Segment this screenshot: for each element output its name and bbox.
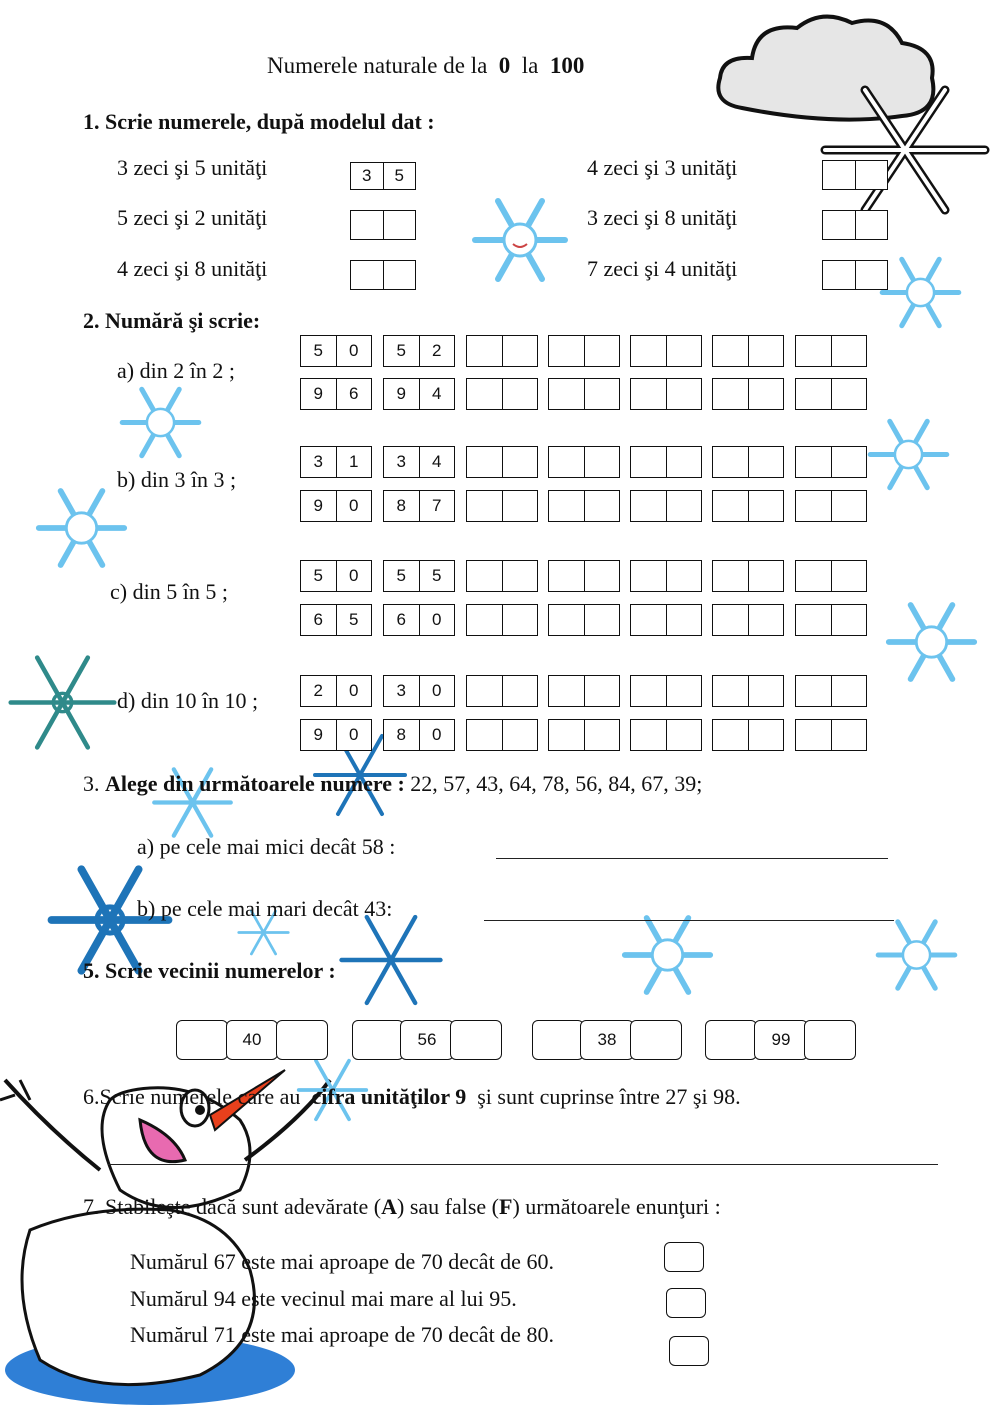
ex6-answer-line[interactable] bbox=[108, 1164, 938, 1165]
sequence-digit bbox=[831, 336, 867, 366]
sequence-digit bbox=[584, 491, 620, 521]
sequence-digit bbox=[831, 561, 867, 591]
sequence-digit bbox=[831, 491, 867, 521]
sequence-digit bbox=[631, 605, 666, 635]
sequence-answer-cell[interactable] bbox=[466, 560, 538, 592]
sequence-answer-cell[interactable] bbox=[548, 560, 620, 592]
sequence-digit: 9 bbox=[396, 384, 406, 403]
sequence-digit bbox=[666, 561, 702, 591]
sequence-answer-cell[interactable] bbox=[795, 560, 867, 592]
sequence-given-cell bbox=[383, 719, 455, 751]
sequence-digit bbox=[549, 720, 584, 750]
sequence-digit bbox=[584, 605, 620, 635]
sequence-given-cell bbox=[383, 560, 455, 592]
snowflake-icon bbox=[336, 905, 446, 1015]
ex7-statement: Numărul 67 este mai aproape de 70 decât de 60. bbox=[130, 1249, 554, 1274]
sequence-digit bbox=[502, 379, 538, 409]
sequence-digit bbox=[796, 561, 831, 591]
sequence-digit bbox=[467, 336, 502, 366]
sequence-digit bbox=[796, 676, 831, 706]
sequence-answer-cell[interactable] bbox=[466, 446, 538, 478]
sequence-digit bbox=[584, 379, 620, 409]
ex1-item-text: 3 zeci şi 8 unităţi bbox=[587, 205, 738, 230]
sequence-digit: 0 bbox=[419, 720, 455, 750]
sequence-digit bbox=[748, 605, 784, 635]
sequence-digit bbox=[796, 379, 831, 409]
sequence-digit bbox=[796, 720, 831, 750]
sequence-digit bbox=[748, 447, 784, 477]
sequence-answer-cell[interactable] bbox=[548, 490, 620, 522]
sequence-given-cell bbox=[300, 335, 372, 367]
sequence-digit bbox=[713, 491, 748, 521]
ex1-item-text: 7 zeci şi 4 unităţi bbox=[587, 256, 738, 281]
sequence-digit bbox=[666, 447, 702, 477]
neighbor-left-box[interactable] bbox=[532, 1020, 584, 1060]
sequence-digit bbox=[748, 676, 784, 706]
snowflake-icon bbox=[884, 592, 979, 692]
sequence-digit: 0 bbox=[336, 561, 372, 591]
ex1-item-text: 4 zeci şi 8 unităţi bbox=[117, 256, 268, 281]
snowflake-icon bbox=[34, 478, 129, 578]
sequence-digit: 9 bbox=[313, 496, 323, 515]
sequence-given-cell bbox=[383, 490, 455, 522]
sequence-digit bbox=[584, 561, 620, 591]
sequence-digit bbox=[748, 561, 784, 591]
sequence-digit bbox=[584, 676, 620, 706]
ex1-answer-cell[interactable] bbox=[822, 160, 888, 190]
ex3-b-answer-line[interactable] bbox=[484, 920, 894, 921]
sequence-answer-cell[interactable] bbox=[712, 378, 784, 410]
sequence-answer-cell[interactable] bbox=[712, 719, 784, 751]
sequence-digit: 4 bbox=[419, 379, 455, 409]
neighbor-right-box[interactable] bbox=[276, 1020, 328, 1060]
sequence-digit bbox=[796, 605, 831, 635]
sequence-digit: 0 bbox=[336, 676, 372, 706]
sequence-digit bbox=[666, 491, 702, 521]
sequence-digit bbox=[631, 491, 666, 521]
sequence-answer-cell[interactable] bbox=[630, 560, 702, 592]
ex1-answer-cell[interactable]: 3 5 bbox=[350, 162, 416, 190]
ex2-row-label: c) din 5 în 5 ; bbox=[110, 579, 228, 604]
sequence-answer-cell[interactable] bbox=[466, 675, 538, 707]
sequence-digit bbox=[748, 720, 784, 750]
sequence-answer-cell[interactable] bbox=[712, 604, 784, 636]
sequence-given-cell bbox=[383, 604, 455, 636]
sequence-answer-cell[interactable] bbox=[548, 335, 620, 367]
sequence-digit bbox=[631, 447, 666, 477]
neighbor-number: 56 bbox=[400, 1020, 454, 1060]
true-false-box[interactable] bbox=[664, 1242, 704, 1272]
ex1-answer-cell[interactable] bbox=[822, 260, 888, 290]
ex1-answer-cell[interactable] bbox=[350, 210, 416, 240]
page-title: Numerele naturale de la 0 la 100 bbox=[267, 53, 585, 78]
ex2-row-label: a) din 2 în 2 ; bbox=[117, 358, 235, 383]
ex7-statement: Numărul 71 este mai aproape de 70 decât de 80. bbox=[130, 1322, 554, 1347]
sequence-answer-cell[interactable] bbox=[466, 719, 538, 751]
sequence-digit: 9 bbox=[313, 384, 323, 403]
sequence-digit: 6 bbox=[336, 379, 372, 409]
sequence-digit bbox=[502, 447, 538, 477]
sequence-digit: 3 bbox=[396, 681, 406, 700]
sequence-digit bbox=[549, 676, 584, 706]
sequence-given-cell bbox=[383, 446, 455, 478]
sequence-digit: 0 bbox=[336, 720, 372, 750]
sequence-answer-cell[interactable] bbox=[630, 675, 702, 707]
sequence-given-cell bbox=[383, 378, 455, 410]
sequence-digit: 5 bbox=[313, 566, 323, 585]
sequence-answer-cell[interactable] bbox=[548, 675, 620, 707]
sequence-digit: 8 bbox=[396, 496, 406, 515]
sequence-digit bbox=[831, 720, 867, 750]
sequence-given-cell bbox=[300, 378, 372, 410]
sequence-answer-cell[interactable] bbox=[466, 378, 538, 410]
sequence-digit bbox=[831, 676, 867, 706]
sequence-digit bbox=[502, 561, 538, 591]
sequence-digit bbox=[748, 336, 784, 366]
sequence-answer-cell[interactable] bbox=[795, 719, 867, 751]
neighbor-number: 99 bbox=[754, 1020, 808, 1060]
ex3-heading: 3. Alege din următoarele numere : 22, 57, 43, 64, 78, 56, 84, 67, 39; bbox=[83, 771, 703, 796]
sequence-digit bbox=[467, 379, 502, 409]
sequence-answer-cell[interactable] bbox=[466, 490, 538, 522]
sequence-given-cell bbox=[300, 490, 372, 522]
sequence-digit bbox=[713, 676, 748, 706]
sequence-answer-cell[interactable] bbox=[795, 490, 867, 522]
sequence-digit: 0 bbox=[419, 676, 455, 706]
sequence-digit bbox=[467, 605, 502, 635]
sequence-answer-cell[interactable] bbox=[630, 378, 702, 410]
ex1-item-text: 5 zeci şi 2 unităţi bbox=[117, 205, 268, 230]
ex2-row-label: d) din 10 în 10 ; bbox=[117, 688, 259, 713]
sequence-digit bbox=[549, 336, 584, 366]
sequence-given-cell bbox=[300, 560, 372, 592]
sequence-digit bbox=[713, 336, 748, 366]
sequence-answer-cell[interactable] bbox=[712, 335, 784, 367]
sequence-digit bbox=[631, 720, 666, 750]
sequence-digit bbox=[549, 491, 584, 521]
sequence-given-cell bbox=[383, 335, 455, 367]
ex1-item-text: 3 zeci şi 5 unităţi bbox=[117, 155, 268, 180]
sequence-given-cell bbox=[300, 675, 372, 707]
sequence-digit bbox=[713, 720, 748, 750]
sequence-answer-cell[interactable] bbox=[712, 446, 784, 478]
snowflake-icon bbox=[5, 645, 120, 760]
sequence-digit: 5 bbox=[313, 341, 323, 360]
sequence-digit bbox=[549, 605, 584, 635]
sequence-digit bbox=[584, 720, 620, 750]
sequence-digit bbox=[502, 720, 538, 750]
sequence-digit bbox=[748, 491, 784, 521]
sequence-digit bbox=[748, 379, 784, 409]
sequence-digit: 5 bbox=[396, 341, 406, 360]
snowflake-icon bbox=[874, 910, 959, 1000]
sequence-digit bbox=[713, 379, 748, 409]
sequence-digit: 1 bbox=[336, 447, 372, 477]
sequence-digit bbox=[713, 447, 748, 477]
sequence-digit bbox=[502, 676, 538, 706]
sequence-given-cell bbox=[300, 719, 372, 751]
sequence-digit bbox=[467, 491, 502, 521]
sequence-digit bbox=[831, 447, 867, 477]
sequence-digit bbox=[549, 447, 584, 477]
snowflake-icon bbox=[878, 250, 963, 335]
snowflake-icon bbox=[866, 412, 951, 497]
sequence-digit bbox=[502, 605, 538, 635]
sequence-digit bbox=[713, 605, 748, 635]
sequence-digit: 5 bbox=[419, 561, 455, 591]
sequence-digit bbox=[467, 720, 502, 750]
sequence-digit bbox=[666, 379, 702, 409]
snowflake-icon bbox=[815, 85, 995, 215]
ex2-row-label: b) din 3 în 3 ; bbox=[117, 467, 237, 492]
sequence-digit: 0 bbox=[419, 605, 455, 635]
sequence-digit bbox=[467, 561, 502, 591]
sequence-answer-cell[interactable] bbox=[548, 604, 620, 636]
sequence-digit bbox=[502, 336, 538, 366]
sequence-given-cell bbox=[300, 604, 372, 636]
sequence-digit bbox=[549, 379, 584, 409]
true-false-box[interactable] bbox=[669, 1336, 709, 1366]
sequence-digit: 2 bbox=[419, 336, 455, 366]
sequence-digit: 8 bbox=[396, 725, 406, 744]
sequence-digit: 9 bbox=[313, 725, 323, 744]
sequence-digit bbox=[631, 676, 666, 706]
neighbor-number: 38 bbox=[580, 1020, 634, 1060]
sequence-answer-cell[interactable] bbox=[712, 675, 784, 707]
sequence-digit: 0 bbox=[336, 491, 372, 521]
sequence-digit: 4 bbox=[419, 447, 455, 477]
sequence-given-cell bbox=[383, 675, 455, 707]
snowflake-icon bbox=[470, 190, 570, 290]
sequence-answer-cell[interactable] bbox=[795, 378, 867, 410]
neighbor-number: 40 bbox=[226, 1020, 278, 1060]
ex1-answer-cell[interactable] bbox=[822, 210, 888, 240]
sequence-digit bbox=[584, 447, 620, 477]
ex3-b-text: b) pe cele mai mari decât 43: bbox=[137, 896, 393, 921]
sequence-digit: 6 bbox=[396, 610, 406, 629]
true-false-box[interactable] bbox=[666, 1288, 706, 1318]
sequence-answer-cell[interactable] bbox=[466, 335, 538, 367]
neighbor-left-box[interactable] bbox=[352, 1020, 404, 1060]
sequence-digit bbox=[713, 561, 748, 591]
neighbor-right-box[interactable] bbox=[630, 1020, 682, 1060]
sequence-answer-cell[interactable] bbox=[795, 335, 867, 367]
sequence-digit bbox=[796, 491, 831, 521]
sequence-digit bbox=[467, 447, 502, 477]
sequence-digit bbox=[502, 491, 538, 521]
neighbor-left-box[interactable] bbox=[705, 1020, 757, 1060]
neighbor-right-box[interactable] bbox=[804, 1020, 856, 1060]
sequence-answer-cell[interactable] bbox=[630, 335, 702, 367]
sequence-answer-cell[interactable] bbox=[548, 378, 620, 410]
sequence-digit bbox=[549, 561, 584, 591]
ex6-text: 6.Scrie numerele care au cifra unităţilor 9 şi sunt cuprinse între 27 şi 98. bbox=[83, 1084, 741, 1109]
ex7-heading: 7. Stabileşte dacă sunt adevărate (A) sau false (F) următoarele enunţuri : bbox=[83, 1194, 721, 1219]
sequence-given-cell bbox=[300, 446, 372, 478]
sequence-digit bbox=[831, 605, 867, 635]
sequence-digit bbox=[631, 561, 666, 591]
sequence-digit: 2 bbox=[313, 681, 323, 700]
sequence-digit bbox=[831, 379, 867, 409]
sequence-answer-cell[interactable] bbox=[712, 560, 784, 592]
sequence-digit: 5 bbox=[396, 566, 406, 585]
sequence-digit bbox=[631, 379, 666, 409]
sequence-answer-cell[interactable] bbox=[795, 604, 867, 636]
ex7-statement: Numărul 94 este vecinul mai mare al lui 95. bbox=[130, 1286, 517, 1311]
sequence-digit: 6 bbox=[313, 610, 323, 629]
sequence-answer-cell[interactable] bbox=[795, 675, 867, 707]
ex5-heading: 5. Scrie vecinii numerelor : bbox=[83, 958, 336, 983]
ex1-answer-cell[interactable] bbox=[350, 260, 416, 290]
sequence-answer-cell[interactable] bbox=[630, 719, 702, 751]
sequence-digit: 0 bbox=[336, 336, 372, 366]
neighbor-left-box[interactable] bbox=[176, 1020, 228, 1060]
neighbor-right-box[interactable] bbox=[450, 1020, 502, 1060]
sequence-answer-cell[interactable] bbox=[548, 446, 620, 478]
sequence-answer-cell[interactable] bbox=[630, 446, 702, 478]
sequence-digit: 3 bbox=[313, 452, 323, 471]
ex1-heading: 1. Scrie numerele, după modelul dat : bbox=[83, 109, 435, 134]
sequence-digit: 7 bbox=[419, 491, 455, 521]
sequence-digit: 5 bbox=[336, 605, 372, 635]
sequence-digit: 3 bbox=[396, 452, 406, 471]
sequence-digit bbox=[796, 336, 831, 366]
sequence-answer-cell[interactable] bbox=[630, 604, 702, 636]
sequence-digit bbox=[666, 720, 702, 750]
sequence-answer-cell[interactable] bbox=[548, 719, 620, 751]
sequence-digit bbox=[584, 336, 620, 366]
sequence-digit bbox=[796, 447, 831, 477]
snowflake-icon bbox=[118, 380, 203, 465]
sequence-digit bbox=[467, 676, 502, 706]
ex2-heading: 2. Numără şi scrie: bbox=[83, 308, 261, 333]
ex3-a-answer-line[interactable] bbox=[496, 858, 888, 859]
ex3-a-text: a) pe cele mai mici decât 58 : bbox=[137, 834, 396, 859]
sequence-answer-cell[interactable] bbox=[466, 604, 538, 636]
sequence-digit bbox=[666, 676, 702, 706]
ex1-item-text: 4 zeci şi 3 unităţi bbox=[587, 155, 738, 180]
sequence-digit bbox=[666, 336, 702, 366]
sequence-answer-cell[interactable] bbox=[712, 490, 784, 522]
sequence-digit bbox=[631, 336, 666, 366]
sequence-answer-cell[interactable] bbox=[795, 446, 867, 478]
sequence-digit bbox=[666, 605, 702, 635]
sequence-answer-cell[interactable] bbox=[630, 490, 702, 522]
